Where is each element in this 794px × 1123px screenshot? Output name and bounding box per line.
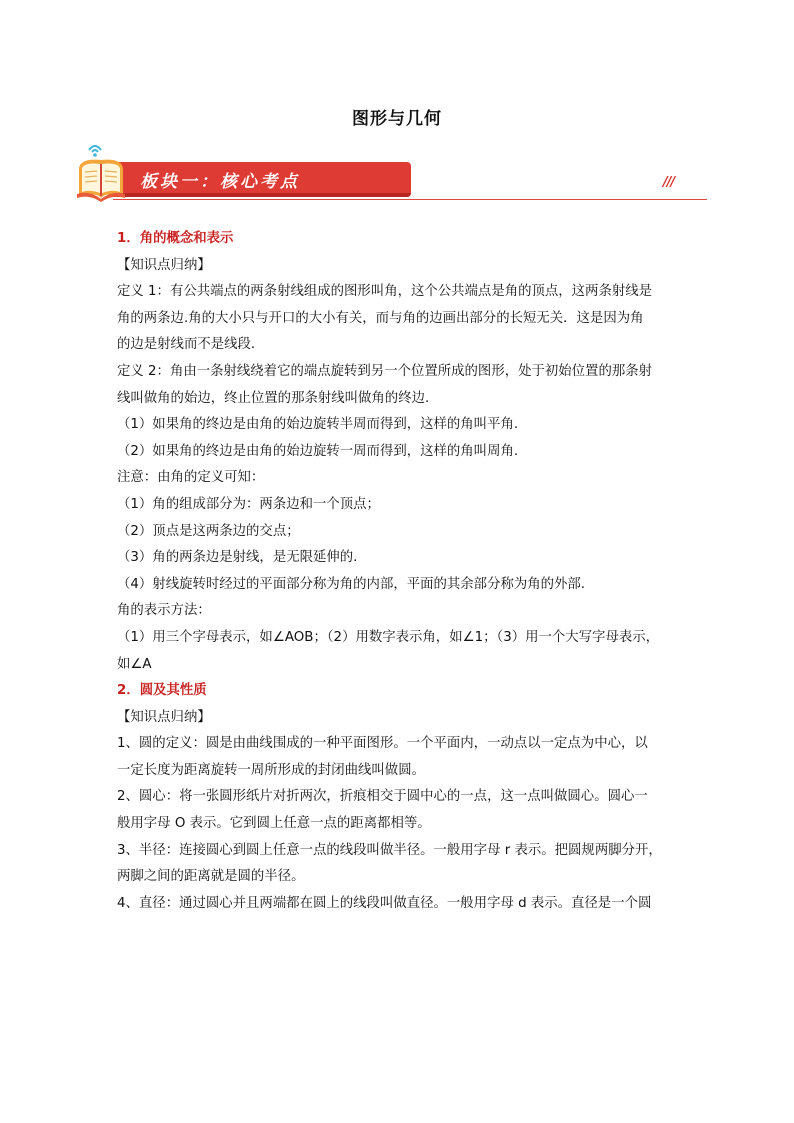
section-heading: 2．圆及其性质	[117, 683, 207, 699]
summary-label: 【知识点归纳】	[117, 709, 211, 725]
banner-underline	[113, 199, 707, 200]
text-line: 1、圆的定义：圆是由曲线围成的一种平面图形。一个平面内，一动点以一定点为中心，以	[117, 736, 648, 752]
text-line: （3）角的两条边是射线，是无限延伸的.	[117, 550, 358, 566]
content-body	[117, 226, 677, 917]
text-line: 3、半径：连接圆心到圆上任意一点的线段叫做半径。一般用字母 r 表示。把圆规两脚分开，	[117, 842, 662, 858]
text-line: 角的两条边.角的大小只与开口的大小有关，而与角的边画出部分的长短无关．这是因为角	[117, 310, 644, 326]
book-icon	[75, 138, 127, 202]
section-heading: 1．角的概念和表示	[117, 231, 234, 246]
text-line: 角的表示方法：	[117, 603, 211, 619]
text-line: （4）射线旋转时经过的平面部分称为角的内部，平面的其余部分称为角的外部.	[117, 576, 586, 592]
banner-bar-shadow	[113, 193, 411, 197]
text-line: 的边是射线而不是线段．	[117, 337, 265, 353]
text-line: 线叫做角的始边，终止位置的那条射线叫做角的终边.	[117, 390, 430, 406]
text-line: 如∠A	[117, 656, 152, 672]
text-line: 定义 1：有公共端点的两条射线组成的图形叫角，这个公共端点是角的顶点，这两条射线是	[117, 284, 653, 300]
text-line: （2）如果角的终边是由角的始边旋转一周而得到，这样的角叫周角.	[117, 443, 519, 459]
text-line: （1）角的组成部分为：两条边和一个顶点；	[117, 496, 380, 512]
text-line: 两脚之间的距离就是圆的半径。	[117, 869, 305, 885]
text-line: （1）用三个字母表示，如∠AOB；（2）用数字表示角，如∠1；（3）用一个大写字母表示，	[117, 629, 660, 645]
text-line: （2）顶点是这两条边的交点；	[117, 523, 300, 539]
banner-label: 板块一：核心考点	[140, 172, 300, 192]
text-line: 一定长度为距离旋转一周所形成的封闭曲线叫做圆。	[117, 762, 425, 778]
summary-label: 【知识点归纳】	[117, 257, 211, 273]
page-title: 图形与几何	[352, 109, 442, 129]
text-line: 2、圆心：将一张圆形纸片对折两次，折痕相交于圆中心的一点，这一点叫做圆心。圆心一	[117, 789, 648, 805]
text-line: 般用字母 O 表示。它到圆上任意一点的距离都相等。	[117, 816, 431, 832]
text-line: 4、直径：通过圆心并且两端都在圆上的线段叫做直径。一般用字母 d 表示。直径是一个圆	[117, 895, 652, 911]
section-banner	[75, 138, 707, 202]
banner-slashes: ///	[663, 175, 675, 190]
text-line: 注意：由角的定义可知：	[117, 470, 265, 486]
text-line: （1）如果角的终边是由角的始边旋转半周而得到，这样的角叫平角.	[117, 417, 519, 433]
text-line: 定义 2：角由一条射线绕着它的端点旋转到另一个位置所成的图形，处于初始位置的那条射	[117, 363, 653, 379]
